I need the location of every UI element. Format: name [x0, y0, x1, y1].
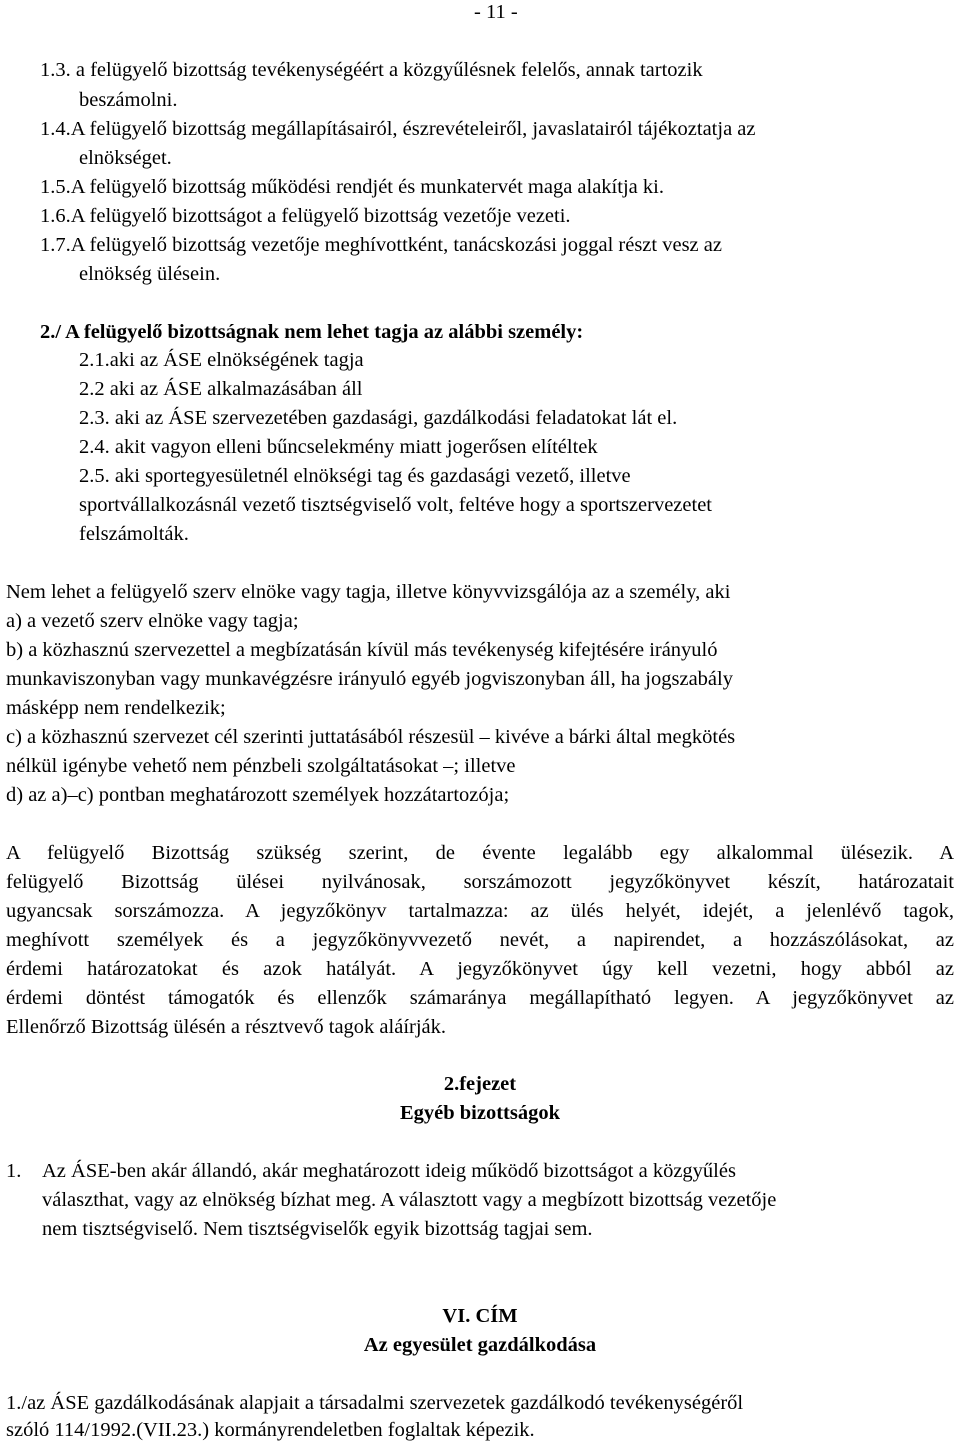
item-1-3-line-1: 1.3. a felügyelő bizottság tevékenységéért a közgyűlésnek felelős, annak tartozik	[40, 59, 703, 81]
section-2-item-1: 2.1.aki az ÁSE elnökségének tagja	[79, 349, 364, 371]
chapter-2-title: 2.fejezet	[443, 1073, 517, 1095]
item-1-7-line-1: 1.7.A felügyelő bizottság vezetője meghívottként, tanácskozási joggal részt vesz az	[40, 234, 722, 256]
item-1-5: 1.5.A felügyelő bizottság működési rendjét és munkatervét maga alakítja ki.	[40, 176, 664, 198]
para-a-line-3: ugyancsak sorszámozza. A jegyzőkönyv tartalmazza: az ülés helyét, idejét, a jelenlévő tagok,	[6, 900, 954, 922]
section-2-item-5-line-3: felszámolták.	[79, 523, 189, 545]
para-nem-line-1: Nem lehet a felügyelő szerv elnöke vagy tagja, illetve könyvvizsgálója az a személy, aki	[6, 581, 731, 603]
para-nem-line-8: d) az a)–c) pontban meghatározott személyek hozzátartozója;	[6, 784, 510, 806]
para-nem-line-3: b) a közhasznú szervezettel a megbízatásán kívül más tevékenység kifejtésére irányuló	[6, 639, 718, 661]
para-a-line-4: meghívott személyek és a jegyzőkönyvvezető nevét, a napirendet, a hozzászólásokat, az	[6, 929, 954, 951]
item-1-line-1: Az ÁSE-ben akár állandó, akár meghatározott ideig működő bizottságot a közgyűlés	[42, 1160, 736, 1182]
para-a-line-6: érdemi döntést támogatók és ellenzők számaránya megállapítható legyen. A jegyzőkönyvet az	[6, 987, 954, 1009]
title-6-subtitle: Az egyesület gazdálkodása	[363, 1334, 597, 1356]
title-6: VI. CÍM	[442, 1305, 518, 1327]
para-a-line-1: A felügyelő Bizottság szükség szerint, de évente legalább egy alkalommal ülésezik. A	[6, 842, 954, 864]
item-1-number: 1.	[6, 1160, 22, 1182]
para-a-line-5: érdemi határozatokat és azok hatályát. A jegyzőkönyvet úgy kell vezetni, hogy abból az	[6, 958, 954, 980]
chapter-2-subtitle: Egyéb bizottságok	[399, 1102, 561, 1124]
item-1-6: 1.6.A felügyelő bizottságot a felügyelő bizottság vezetője vezeti.	[40, 205, 571, 227]
para-nem-line-4: munkaviszonyban vagy munkavégzésre irányuló egyéb jogviszonyban áll, ha jogszabály	[6, 668, 733, 690]
section-2-item-2: 2.2 aki az ÁSE alkalmazásában áll	[79, 378, 363, 400]
para-nem-line-6: c) a közhasznú szervezet cél szerinti juttatásából részesül – kivéve a bárki által megkötés	[6, 726, 736, 748]
final-line-1: 1./az ÁSE gazdálkodásának alapjait a társadalmi szervezetek gazdálkodó tevékenységéről	[6, 1392, 744, 1414]
section-2-item-3: 2.3. aki az ÁSE szervezetében gazdasági, gazdálkodási feladatokat lát el.	[79, 407, 678, 429]
item-1-7-line-2: elnökség ülésein.	[79, 263, 221, 285]
item-1-line-2: választhat, vagy az elnökség bízhat meg. A választott vagy a megbízott bizottság vezetője	[42, 1189, 777, 1211]
item-1-3-line-2: beszámolni.	[79, 89, 178, 111]
section-2-item-5-line-1: 2.5. aki sportegyesületnél elnökségi tag és gazdasági vezető, illetve	[79, 465, 631, 487]
item-1-4-line-2: elnökséget.	[79, 147, 172, 169]
section-2-item-4: 2.4. akit vagyon elleni bűncselekmény miatt jogerősen elítéltek	[79, 436, 598, 458]
para-a-line-2: felügyelő Bizottság ülései nyilvánosak, sorszámozott jegyzőkönyvet készít, határozatait	[6, 871, 954, 893]
final-line-2: szóló 114/1992.(VII.23.) kormányrendeletben foglaltak képezik.	[6, 1419, 535, 1441]
item-1-4-line-1: 1.4.A felügyelő bizottság megállapításairól, észrevételeiről, javaslatairól tájékoztatja az	[40, 118, 756, 140]
page-number: - 11 -	[474, 1, 518, 23]
section-2-item-5-line-2: sportvállalkozásnál vezető tisztségviselő volt, feltéve hogy a sportszervezetet	[79, 494, 712, 516]
para-nem-line-7: nélkül igénybe vehető nem pénzbeli szolgáltatásokat –; illetve	[6, 755, 516, 777]
para-a-line-7: Ellenőrző Bizottság ülésén a résztvevő tagok aláírják.	[6, 1016, 447, 1038]
para-nem-line-2: a) a vezető szerv elnöke vagy tagja;	[6, 610, 299, 632]
item-1-line-3: nem tisztségviselő. Nem tisztségviselők egyik bizottság tagjai sem.	[42, 1218, 593, 1240]
para-nem-line-5: másképp nem rendelkezik;	[6, 697, 226, 719]
section-2-heading: 2./ A felügyelő bizottságnak nem lehet tagja az alábbi személy:	[40, 321, 584, 343]
